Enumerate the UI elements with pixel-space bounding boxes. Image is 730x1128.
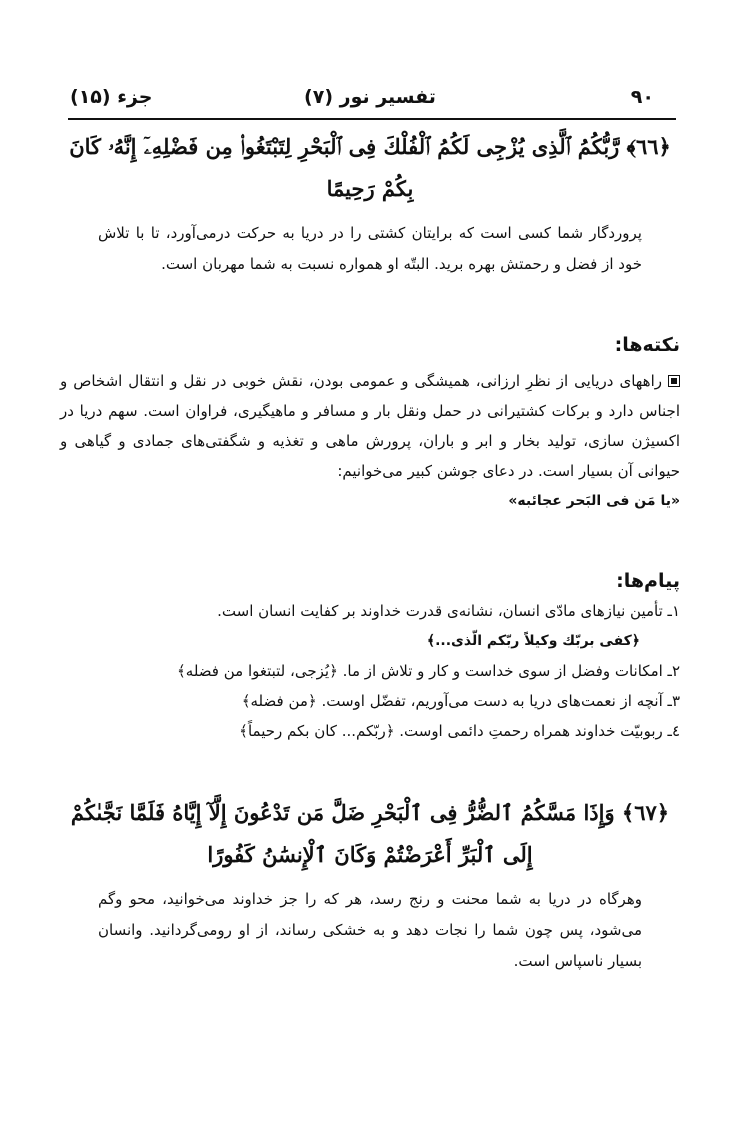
messages-section: [60, 566, 680, 746]
square-bullet-icon: [668, 375, 680, 387]
message-item-1: ۱ـ تأمین نیازهای مادّی انسان، نشانه‌ی قدرت خداوند بر کفایت انسان است.: [217, 602, 680, 620]
verse-66-section: [60, 126, 680, 280]
book-title: تفسیر نور (۷): [304, 86, 436, 108]
page-header: [70, 86, 670, 116]
message-item-4: ٤ـ ربوبیّت خداوند همراه رحمتِ دائمی اوست. ﴿ربّکم... کان بکم رحیماً﴾: [239, 722, 680, 740]
notes-paragraph-text: راههای دریایی از نظرِ ارزانی، همیشگی و عمومی بودن، نقش خوبی در نقل و انتقال اشخاص و اجناس دارد و برکات کشتیرانی در حمل ونقل بار و مسافر و ماهیگیری، فراوان است. سهم دریا در اکسیژن سازی، تولید بخار و ابر و باران، پرورش ماهی و تغذیه و شگفتی‌های جمادی و گیاهی و حیوانی آن بسیار است. در دعای جوشن کبیر می‌خوانیم:: [60, 372, 680, 480]
notes-section: [60, 330, 680, 516]
verse-66-translation: پروردگار شما کسی است که برایتان کشتی را در دریا به حرکت درمی‌آورد، تا با تلاش خود از فضل و رحمتش بهره برید. البتّه او همواره نسبت به شما مهربان است.: [98, 224, 642, 273]
notes-quote: «یا مَن فی البَحر عجائبه»: [508, 493, 680, 509]
verse-67-arabic: ﴿٦٧﴾ وَإِذَا مَسَّكُمُ ٱلضُّرُّ فِى ٱلْبَحْرِ ضَلَّ مَن تَدْعُونَ إِلَّآ إِيَّاهُ فَلَمَّا نَجَّىٰكُمْ إِلَى ٱلْبَرِّ أَعْرَضْتُمْ وَكَانَ ٱلْإِنسَٰنُ كَفُورًا: [70, 800, 670, 867]
message-item-1-ref: ﴿کفی بربّك وکیلاً ربّکم الّذی...﴾: [426, 633, 640, 649]
page-number: ۹۰: [630, 86, 654, 108]
verse-67-translation: وهرگاه در دریا به شما محنت و رنج رسد، هر که را جز خداوند می‌خوانید، محو وگم می‌شود، پس چون شما را نجات دهد و به خشکی رساند، از او رومی‌گردانید. وانسان بسیار ناسپاس است.: [98, 890, 642, 970]
part-label: جزء (۱۵): [70, 86, 153, 108]
verse-67-section: [60, 792, 680, 977]
message-item-2: ۲ـ امکانات وفضل از سوی خداست و کار و تلاش از ما. ﴿یُزجی، لتبتغوا من فضله﴾: [176, 662, 680, 680]
verse-66-arabic: ﴿٦٦﴾ رَّبُّكُمُ ٱلَّذِى يُزْجِى لَكُمُ ٱلْفُلْكَ فِى ٱلْبَحْرِ لِتَبْتَغُوا۟ مِن فَضْلِهِۦٓ إِنَّهُۥ كَانَ بِكُمْ رَحِيمًا: [69, 134, 671, 201]
header-rule: [68, 118, 676, 120]
message-item-3: ۳ـ آنچه از نعمت‌های دریا به دست می‌آوریم، تفضّل اوست. ﴿من فضله﴾: [241, 692, 680, 710]
messages-heading: پیام‌ها:: [616, 570, 680, 592]
notes-heading: نکته‌ها:: [614, 334, 680, 356]
notes-paragraph: [60, 366, 680, 486]
